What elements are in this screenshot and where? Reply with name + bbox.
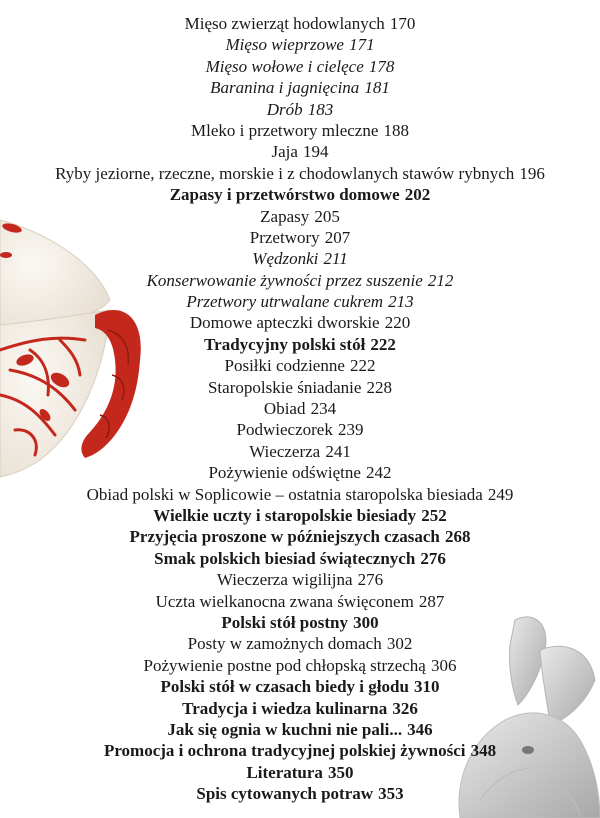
toc-entry — [188, 633, 413, 654]
toc-entry-page: 348 — [470, 741, 497, 761]
toc-entry-page: 178 — [368, 56, 395, 76]
toc-entry-title: Staropolskie śniadanie — [207, 377, 362, 397]
toc-entry — [221, 612, 378, 633]
toc-entry-page: 346 — [407, 719, 433, 739]
toc-entry-title: Domowe apteczki dworskie — [189, 313, 380, 333]
table-of-contents — [0, 13, 600, 804]
toc-entry-title: Ryby jeziorne, rzeczne, morskie i z chodowlanych stawów rybnych — [55, 163, 515, 183]
toc-entry-title: Mięso wołowe i cielęce — [205, 56, 364, 76]
toc-entry-page: 196 — [519, 163, 545, 183]
toc-entry-page: 326 — [392, 698, 418, 718]
toc-entry — [246, 762, 353, 783]
toc-entry-title: Smak polskich biesiad świątecznych — [154, 548, 416, 568]
toc-entry — [260, 206, 340, 227]
toc-entry-title: Jaja — [271, 142, 298, 162]
toc-entry-title: Drób — [266, 99, 303, 119]
toc-entry-page: 228 — [366, 377, 393, 397]
toc-entry — [252, 248, 347, 269]
toc-entry-title: Mleko i przetwory mleczne — [191, 120, 379, 140]
toc-entry-title: Tradycja i wiedza kulinarna — [182, 698, 388, 718]
toc-entry-title: Przetwory utrwalane cukrem — [186, 292, 384, 312]
toc-entry — [185, 13, 416, 34]
toc-entry-page: 306 — [430, 655, 457, 675]
toc-entry-page: 276 — [420, 548, 446, 568]
toc-entry-title: Mięso wieprzowe — [225, 35, 344, 55]
toc-entry — [160, 676, 439, 697]
toc-entry-title: Zapasy i przetwórstwo domowe — [169, 185, 400, 205]
toc-entry — [191, 120, 409, 141]
toc-entry-page: 353 — [378, 784, 404, 804]
toc-entry-page: 302 — [386, 634, 413, 654]
toc-entry-page: 241 — [325, 441, 351, 461]
toc-entry-page: 300 — [353, 612, 379, 632]
toc-entry-title: Promocja i ochrona tradycyjnej polskiej żywności — [103, 741, 466, 761]
toc-entry-page: 234 — [310, 399, 337, 419]
toc-entry — [250, 227, 350, 248]
toc-entry — [130, 526, 471, 547]
toc-entry-title: Pożywienie postne pod chłopską strzechą — [143, 655, 426, 675]
toc-entry-title: Podwieczorek — [236, 420, 333, 440]
toc-entry-page: 276 — [357, 570, 384, 590]
toc-entry-page: 287 — [418, 591, 445, 611]
toc-entry-title: Przyjęcia proszone w późniejszych czasach — [129, 527, 440, 547]
toc-entry-page: 242 — [366, 463, 392, 483]
toc-entry-page: 222 — [370, 334, 396, 354]
toc-entry-title: Uczta wielkanocna zwana święconem — [155, 591, 414, 611]
toc-entry-page: 222 — [350, 356, 376, 376]
toc-entry — [237, 419, 364, 440]
toc-entry — [144, 655, 457, 676]
toc-entry — [267, 99, 334, 120]
toc-entry-title: Mięso zwierząt hodowlanych — [184, 14, 385, 33]
toc-entry-page: 252 — [421, 505, 447, 525]
toc-entry — [153, 505, 446, 526]
toc-entry-page: 188 — [383, 120, 409, 140]
toc-entry-page: 194 — [303, 142, 329, 162]
toc-entry — [170, 184, 431, 205]
toc-entry — [190, 312, 410, 333]
toc-entry-title: Wieczerza — [249, 441, 321, 461]
toc-entry-page: 268 — [444, 527, 471, 547]
toc-entry-page: 202 — [404, 185, 431, 205]
toc-entry-page: 211 — [323, 249, 348, 269]
toc-entry-title: Polski stół postny — [221, 612, 348, 632]
toc-entry-page: 310 — [414, 677, 440, 697]
toc-entry — [154, 548, 446, 569]
toc-entry-page: 220 — [384, 313, 411, 333]
toc-entry — [147, 270, 454, 291]
toc-entry-page: 212 — [427, 270, 454, 290]
toc-entry-title: Wędzonki — [252, 249, 319, 269]
toc-entry — [208, 462, 391, 483]
toc-entry-title: Spis cytowanych potraw — [196, 784, 374, 804]
toc-entry — [271, 141, 328, 162]
toc-entry-page: 213 — [388, 292, 414, 312]
toc-entry-title: Zapasy — [260, 206, 310, 226]
toc-entry-title: Posty w zamożnych domach — [187, 634, 382, 654]
toc-entry — [225, 355, 376, 376]
toc-entry-page: 207 — [324, 227, 351, 247]
toc-entry-title: Baranina i jagnięcina — [210, 78, 360, 98]
toc-entry — [204, 334, 396, 355]
toc-entry-page: 183 — [307, 99, 334, 119]
toc-entry-title: Polski stół w czasach biedy i głodu — [160, 677, 409, 697]
toc-entry-title: Wieczerza wigilijna — [216, 570, 353, 590]
toc-entry — [182, 698, 418, 719]
toc-entry-title: Konserwowanie żywności przez suszenie — [146, 270, 423, 290]
toc-entry — [210, 77, 390, 98]
toc-entry-title: Tradycyjny polski stół — [204, 334, 366, 354]
toc-entry — [87, 484, 514, 505]
toc-entry-title: Jak się ognia w kuchni nie pali... — [167, 719, 403, 739]
toc-entry-page: 350 — [328, 762, 354, 782]
toc-entry — [196, 783, 403, 804]
toc-entry-page: 170 — [389, 14, 416, 33]
toc-entry — [104, 740, 496, 761]
toc-entry-page: 171 — [349, 35, 375, 55]
toc-entry-page: 239 — [337, 420, 364, 440]
toc-entry-title: Wielkie uczty i staropolskie biesiady — [153, 505, 417, 525]
toc-entry-title: Posiłki codzienne — [224, 356, 345, 376]
toc-entry — [264, 398, 336, 419]
toc-entry-title: Obiad — [263, 399, 306, 419]
toc-entry — [55, 163, 545, 184]
toc-entry — [249, 441, 351, 462]
toc-entry — [225, 34, 374, 55]
toc-entry — [208, 377, 392, 398]
toc-entry — [167, 719, 432, 740]
toc-entry-page: 205 — [314, 206, 340, 226]
toc-entry-page: 181 — [364, 78, 390, 98]
toc-entry-title: Przetwory — [249, 227, 320, 247]
toc-entry — [206, 56, 395, 77]
toc-entry-title: Literatura — [246, 762, 323, 782]
toc-entry-title: Obiad polski w Soplicowie – ostatnia staropolska biesiada — [86, 484, 483, 504]
toc-entry-page: 249 — [487, 484, 514, 504]
toc-entry — [186, 291, 413, 312]
toc-entry — [156, 591, 445, 612]
toc-entry-title: Pożywienie odświętne — [208, 463, 361, 483]
toc-entry — [217, 569, 383, 590]
